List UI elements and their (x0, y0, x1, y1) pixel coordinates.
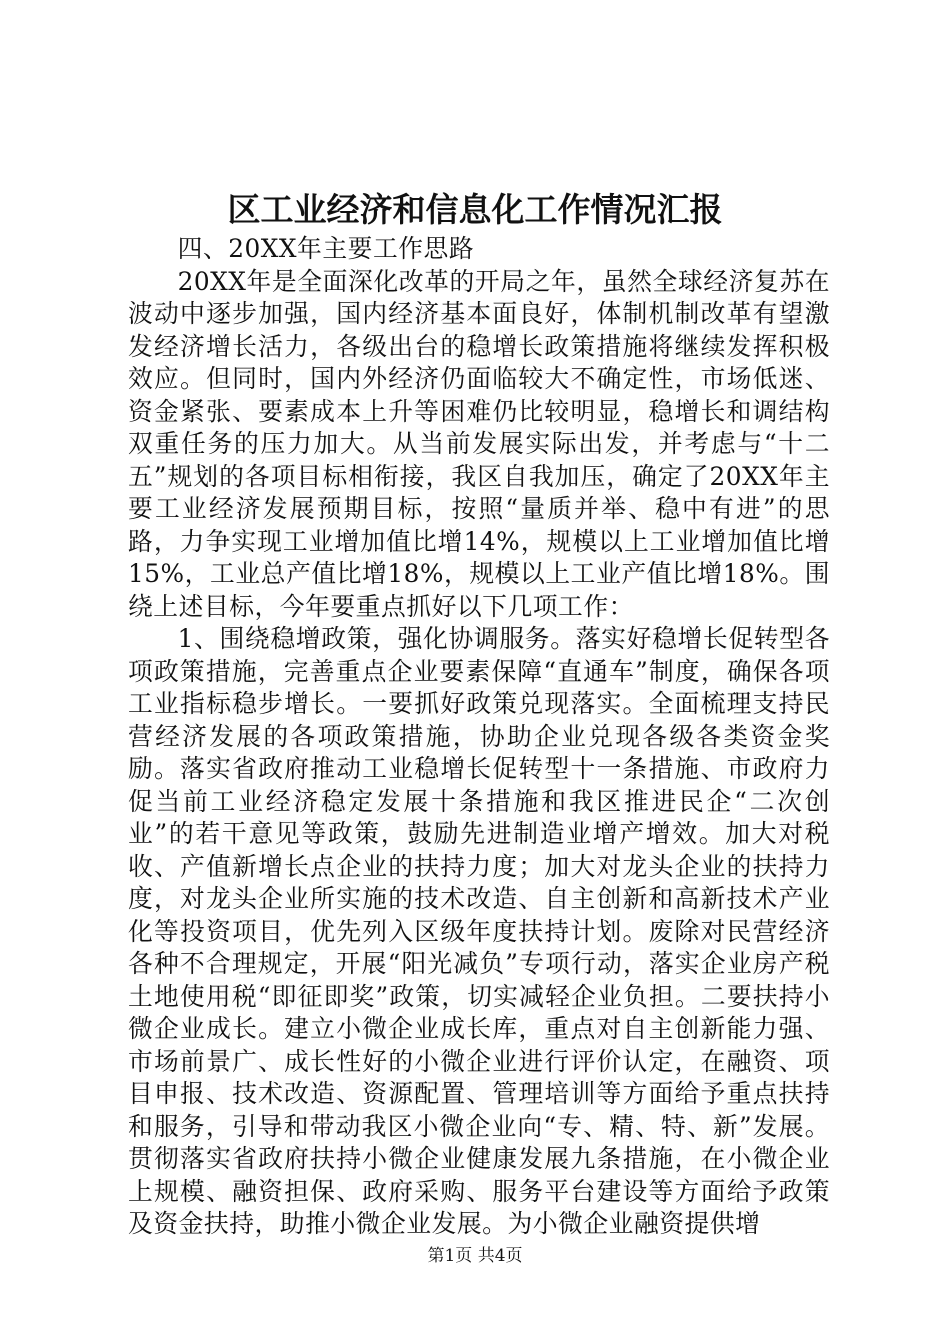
page-number-footer: 第1页 共4页 (427, 1246, 523, 1266)
document-title: 区工业经济和信息化工作情况汇报 (227, 190, 723, 229)
section-heading: 四、20XX年主要工作思路 (177, 234, 475, 263)
document-body (128, 233, 830, 1241)
body-paragraph: 20XX年是全面深化改革的开局之年，虽然全球经济复苏在波动中逐步加强，国内经济基本面良好，体制机制改革有望激发经济增长活力，各级出台的稳增长政策措施将继续发挥积极效应。但同时，国内外经济仍面临较大不确定性，市场低迷、资金紧张、要素成本上升等困难仍比较明显，稳增长和调结构双重任务的压力加大。从当前发展实际出发，并考虑与“十二五”规划的各项目标相衔接，我区自我加压，确定了20XX年主要工业经济发展预期目标，按照“量质并举、稳中有进”的思路，力争实现工业增加值比增14%，规模以上工业增加值比增15%，工业总产值比增18%，规模以上工业产值比增18%。围绕上述目标，今年要重点抓好以下几项工作： (128, 266, 830, 621)
body-paragraph: 1、围绕稳增政策，强化协调服务。落实好稳增长促转型各项政策措施，完善重点企业要素保障“直通车”制度，确保各项工业指标稳步增长。一要抓好政策兑现落实。全面梳理支持民营经济发展的各项政策措施，协助企业兑现各级各类资金奖励。落实省政府推动工业稳增长促转型十一条措施、市政府力促当前工业经济稳定发展十条措施和我区推进民企“二次创业”的若干意见等政策，鼓励先进制造业增产增效。加大对税收、产值新增长点企业的扶持力度；加大对龙头企业的扶持力度，对龙头企业所实施的技术改造、自主创新和高新技术产业化等投资项目，优先列入区级年度扶持计划。废除对民营经济各种不合理规定，开展“阳光减负”专项行动，落实企业房产税土地使用税“即征即奖”政策，切实减轻企业负担。二要扶持小微企业成长。建立小微企业成长库，重点对自主创新能力强、市场前景广、成长性好的小微企业进行评价认定，在融资、项目申报、技术改造、资源配置、管理培训等方面给予重点扶持和服务，引导和带动我区小微企业向“专、精、特、新”发展。贯彻落实省政府扶持小微企业健康发展九条措施，在小微企业上规模、融资担保、政府采购、服务平台建设等方面给予政策及资金扶持，助推小微企业发展。为小微企业融资提供增 (128, 624, 830, 1238)
